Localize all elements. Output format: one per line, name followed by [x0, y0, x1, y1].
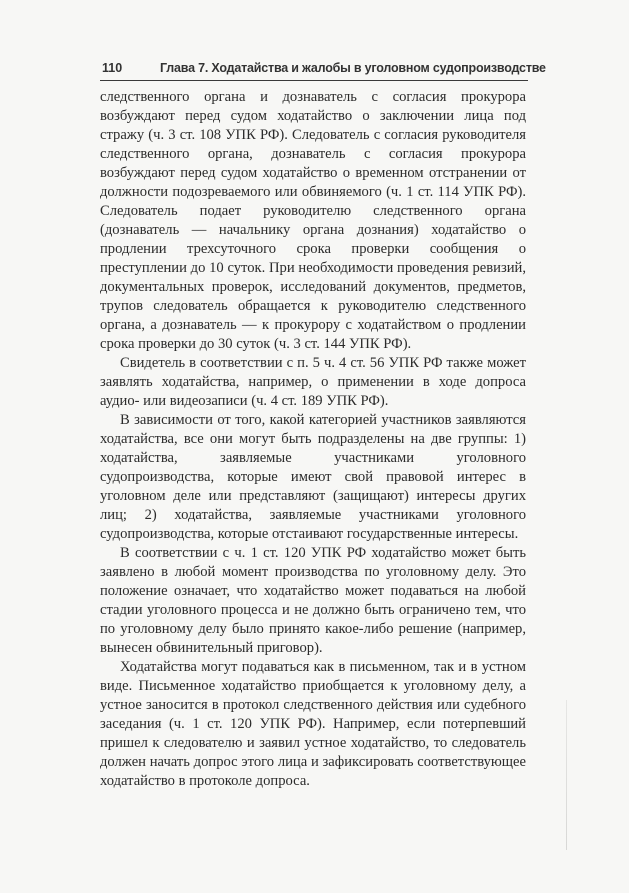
- paragraph: Ходатайства могут подаваться как в письменном, так и в устном виде. Письменное ходатайство приобщается к уголовному делу, а устное заносится в протокол следственного действия или судебного заседания (ч. 1 ст. 120 УПК РФ). Например, если потерпевший пришел к следователю и заявил устное ходатайство, то следователь должен начать допрос этого лица и зафиксировать соответствующее ходатайство в протоколе допроса.: [100, 659, 526, 789]
- page-number: 110: [102, 61, 123, 75]
- paragraph: следственного органа и дознаватель с согласия прокурора возбуждают перед судом ходатайство о заключении лица под стражу (ч. 3 ст. 108 УПК РФ). Следователь с согласия руководителя следственного органа, дознаватель с согласия прокурора возбуждают перед судом ходатайство о временном отстранении от должности подозреваемого или обвиняемого (ч. 1 ст. 114 УПК РФ). Следователь подает руководителю следственного органа (дознаватель — начальнику органа дознания) ходатайство о продлении трехсуточного срока проверки сообщения о преступлении до 10 суток. При необходимости проведения ревизий, документальных проверок, исследований документов, предметов, трупов следователь обращается к руководителю следственного органа, а дознаватель — к прокурору с ходатайством о продлении срока проверки до 30 суток (ч. 3 ст. 144 УПК РФ).: [100, 89, 526, 352]
- paragraph: В соответствии с ч. 1 ст. 120 УПК РФ ходатайство может быть заявлено в любой момент производства по уголовному делу. Это положение означает, что ходатайство может подаваться на любой стадии уголовного процесса и не должно быть ограничено тем, что по уголовному делу было принято какое-либо решение (например, вынесен обвинительный приговор).: [100, 545, 526, 656]
- running-header: [100, 58, 546, 81]
- paragraph: Свидетель в соответствии с п. 5 ч. 4 ст. 56 УПК РФ также может заявлять ходатайства, например, о применении в ходе допроса аудио- или видеозаписи (ч. 4 ст. 189 УПК РФ).: [100, 355, 526, 409]
- chapter-title: Глава 7. Ходатайства и жалобы в уголовном судопроизводстве: [160, 61, 546, 75]
- paragraph: В зависимости от того, какой категорией участников заявляются ходатайства, все они могут быть подразделены на две группы: 1) ходатайства, заявляемые участниками уголовного судопроизводства, которые имеют свой правовой интерес в уголовном деле или представляют (защищают) интересы других лиц; 2) ходатайства, заявляемые участниками уголовного судопроизводства, которые отстаивают государственные интересы.: [100, 412, 526, 542]
- body-text: [100, 88, 526, 791]
- scan-edge-shadow: [566, 700, 567, 850]
